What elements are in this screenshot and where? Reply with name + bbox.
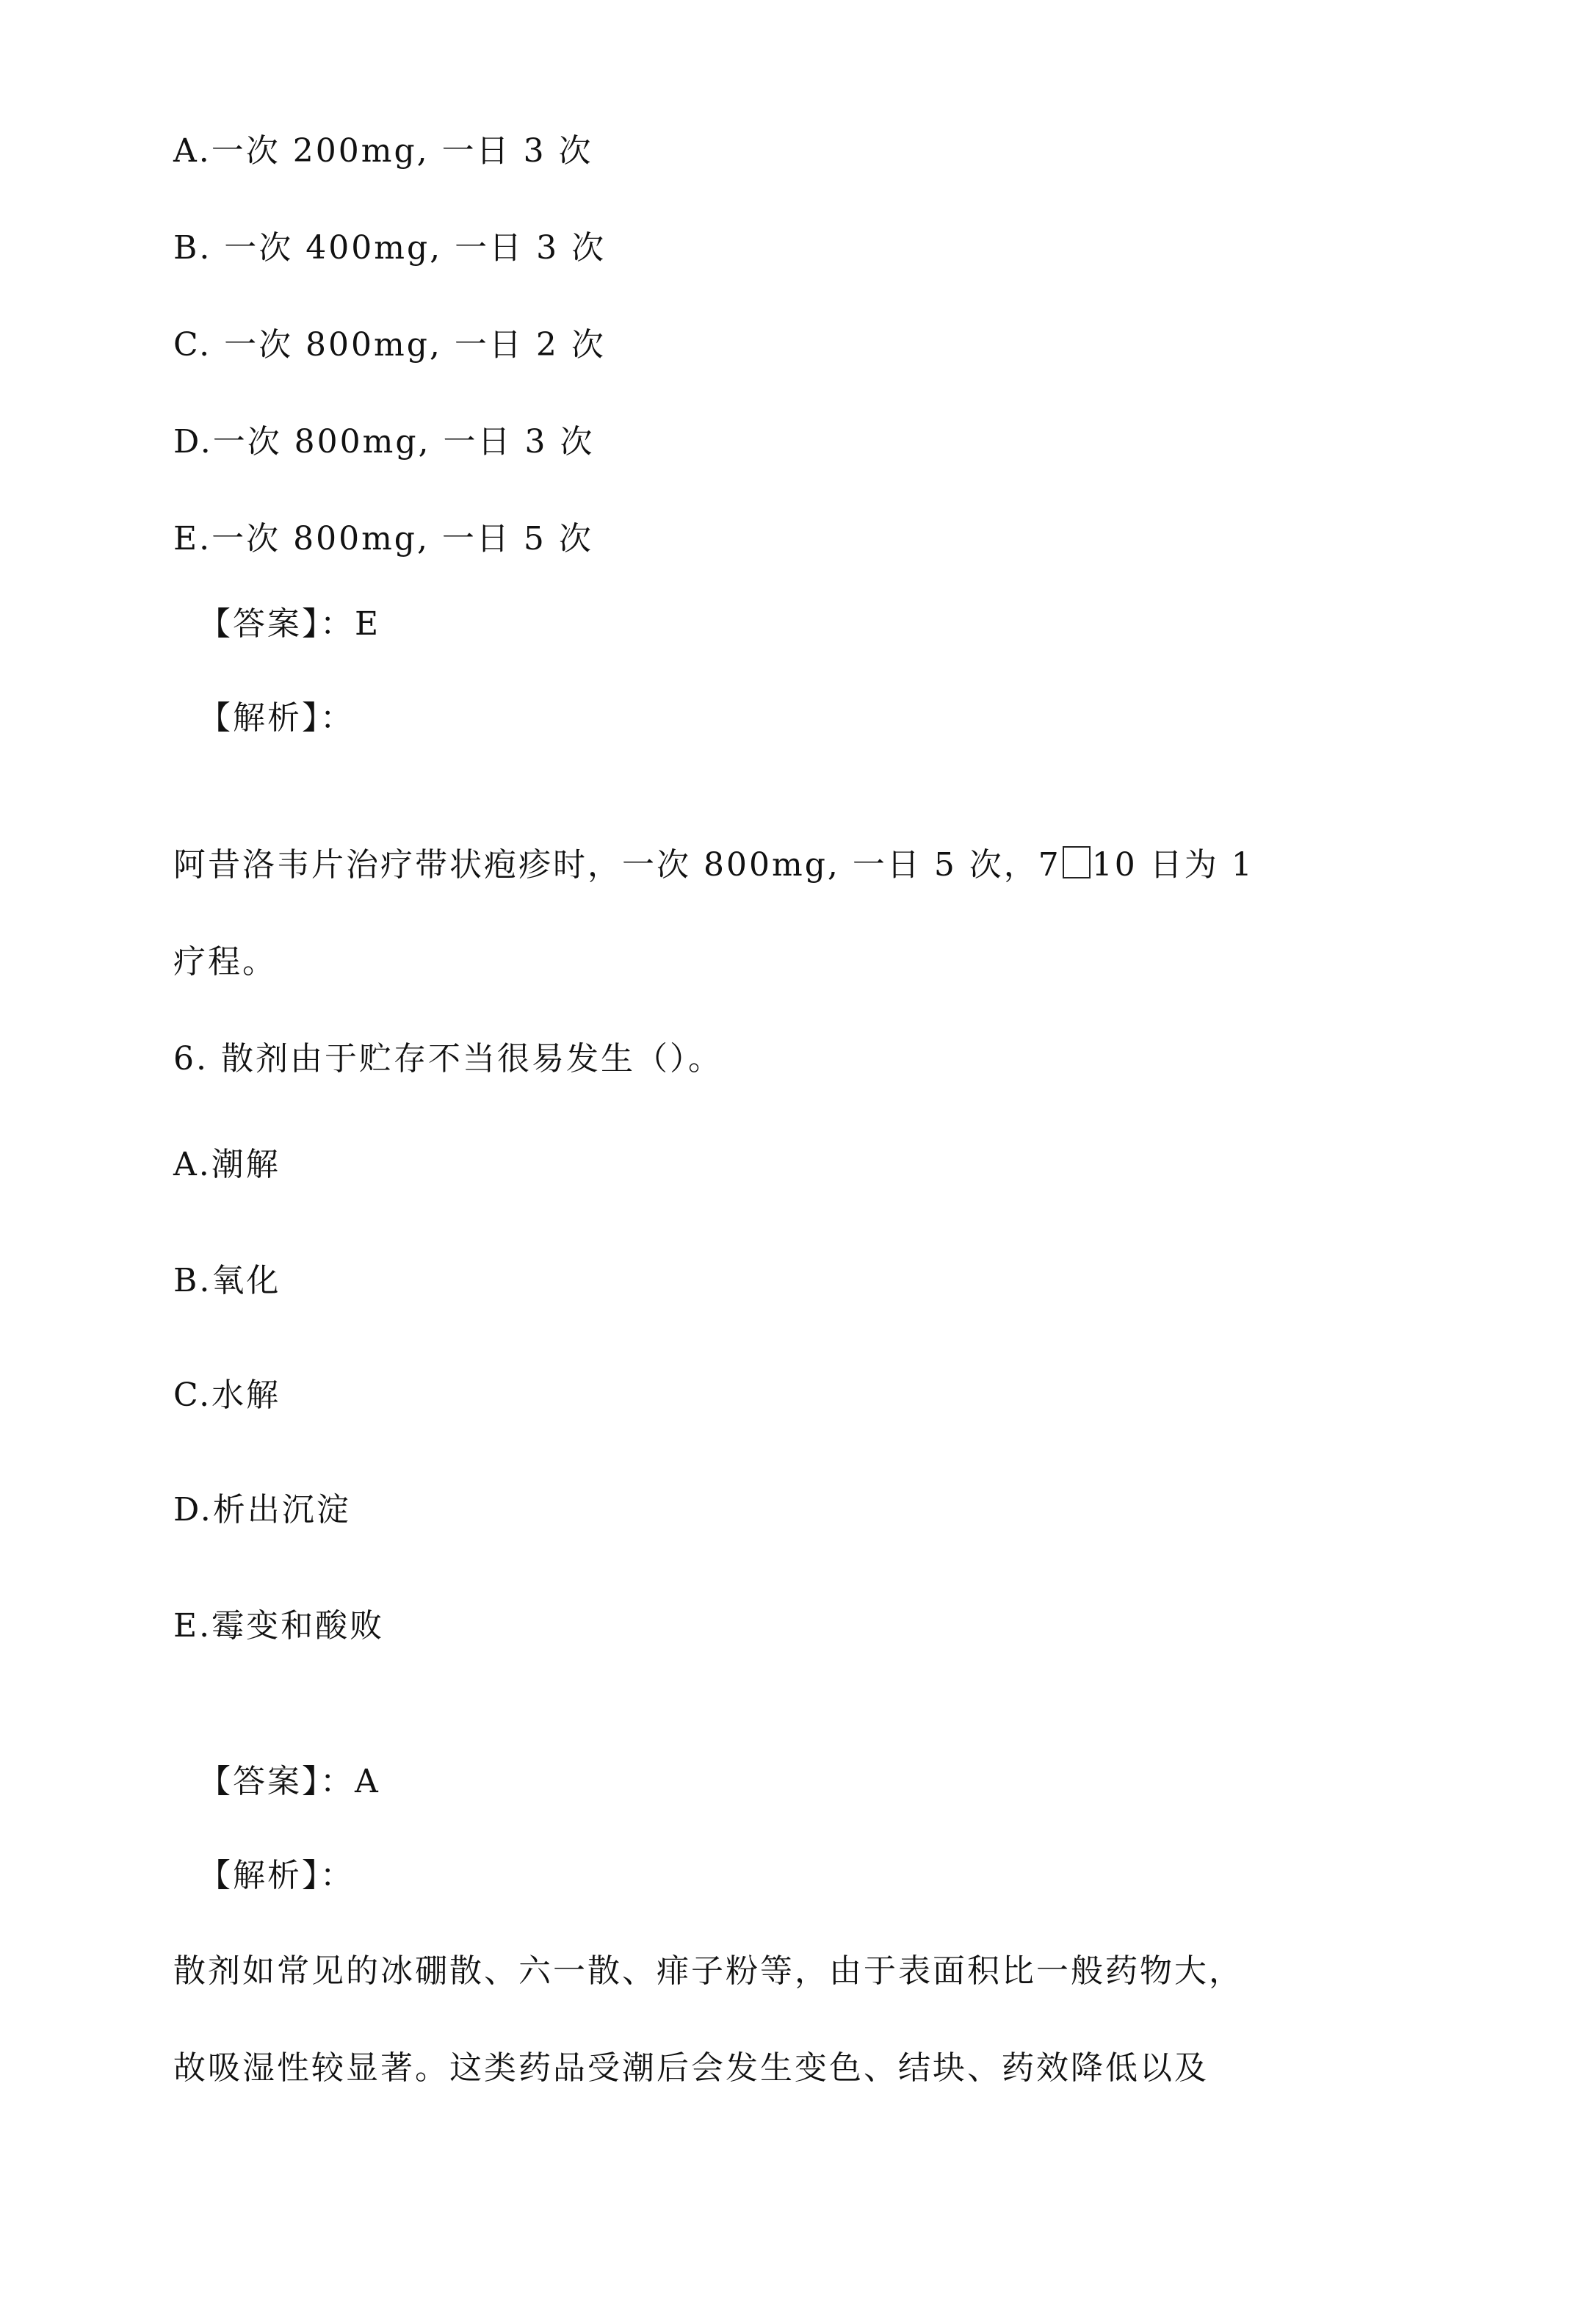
q6-option-e: E.霉变和酸败 bbox=[173, 1607, 385, 1645]
q6-option-c: C.水解 bbox=[173, 1376, 281, 1414]
q5-analysis-line-1 bbox=[173, 845, 1254, 886]
q5-analysis-label: 【解析】： bbox=[198, 699, 355, 737]
q6-option-a: A.潮解 bbox=[173, 1146, 281, 1183]
q6-analysis-line-2: 故吸湿性较显著。这类药品受潮后会发生变色、结块、药效降低以及 bbox=[173, 2049, 1209, 2087]
q6-option-b: B.氧化 bbox=[173, 1262, 281, 1299]
q5-answer: 【答案】：E bbox=[198, 605, 381, 643]
q5-analysis-line-2: 疗程。 bbox=[173, 943, 277, 981]
q6-analysis-line-1: 散剂如常见的冰硼散、六一散、痱子粉等，由于表面积比一般药物大， bbox=[173, 1952, 1243, 1990]
q5-option-b: B. 一次 400mg, 一日 3 次 bbox=[173, 229, 607, 267]
q5-option-e: E.一次 800mg, 一日 5 次 bbox=[173, 520, 593, 557]
q5-analysis-text-a: 阿昔洛韦片治疗带状疱疹时，一次 800mg, 一日 5 次，7 bbox=[173, 846, 1061, 884]
q5-option-a: A.一次 200mg, 一日 3 次 bbox=[173, 132, 593, 170]
q6-option-d: D.析出沉淀 bbox=[173, 1491, 351, 1529]
q5-option-c: C. 一次 800mg, 一日 2 次 bbox=[173, 326, 606, 364]
q5-option-d: D.一次 800mg, 一日 3 次 bbox=[173, 423, 595, 461]
q6-analysis-label: 【解析】： bbox=[198, 1857, 355, 1894]
q5-analysis-text-b: 10 日为 1 bbox=[1091, 846, 1254, 884]
missing-glyph-box-icon bbox=[1063, 846, 1091, 878]
q6-answer: 【答案】：A bbox=[198, 1763, 380, 1800]
q6-question: 6. 散剂由于贮存不当很易发生（）。 bbox=[173, 1040, 723, 1078]
